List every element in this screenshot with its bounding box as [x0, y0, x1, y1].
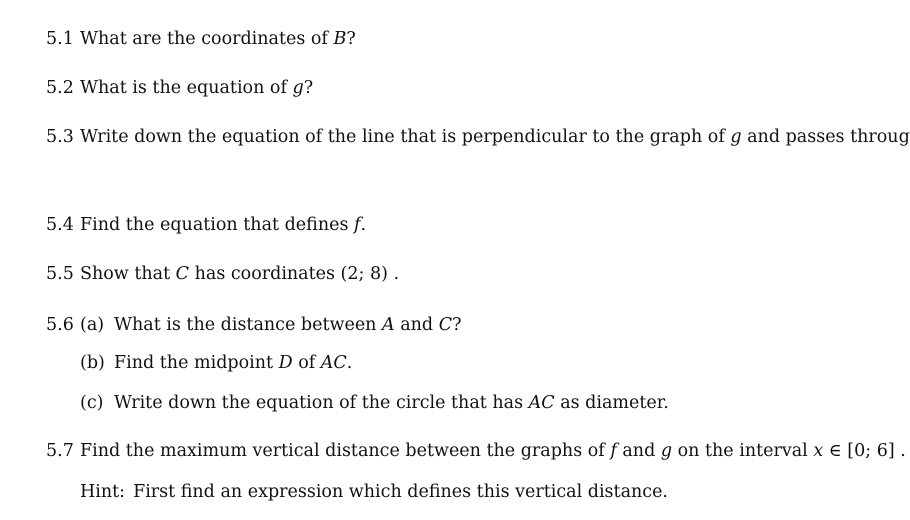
subpart-label: (c)	[80, 393, 104, 413]
hint-label: Hint:	[80, 482, 126, 502]
math-variable: x	[813, 441, 824, 461]
question-5-6-b	[80, 352, 352, 374]
math-variable: A	[382, 315, 395, 335]
question-number: 5.2	[46, 78, 74, 98]
math-variable: g	[730, 127, 742, 147]
question-5-2	[46, 77, 313, 99]
question-5-7-hint	[80, 481, 668, 503]
question-text: Find the equation that defines	[80, 215, 354, 235]
question-tail: ?	[452, 315, 462, 335]
question-number: 5.7	[46, 441, 74, 461]
question-5-6-a	[46, 314, 461, 336]
question-text: What is the equation of	[80, 78, 293, 98]
math-variable: f	[610, 441, 617, 461]
math-variable: D	[278, 353, 293, 373]
question-5-3	[46, 126, 910, 148]
question-text: Write down the equation of the circle that has	[114, 393, 529, 413]
question-text: What are the coordinates of	[80, 29, 334, 49]
question-text-mid: and	[394, 315, 439, 335]
question-text-continued: as diameter.	[554, 393, 669, 413]
question-text: Find the maximum vertical distance between the graphs of	[80, 441, 611, 461]
question-tail: .	[360, 215, 367, 235]
math-variable: AC	[528, 393, 555, 413]
question-number: 5.1	[46, 29, 74, 49]
math-variable: B	[333, 29, 347, 49]
question-text-continued: on the interval	[672, 441, 814, 461]
math-variable: g	[660, 441, 673, 461]
math-variable: AC	[320, 353, 347, 373]
hint-text: First find an expression which defines this vertical distance.	[133, 482, 668, 502]
question-tail: ?	[346, 29, 356, 49]
math-variable: C	[175, 264, 190, 284]
question-number: 5.5	[46, 264, 74, 284]
question-number: 5.6	[46, 315, 74, 335]
question-text: Find the midpoint	[114, 353, 279, 373]
math-variable: C	[438, 315, 453, 335]
interval-text: ∈ [0; 6] .	[823, 441, 906, 461]
question-5-4	[46, 214, 366, 236]
math-variable: g	[292, 78, 304, 98]
question-tail: .	[346, 353, 353, 373]
question-5-1	[46, 28, 356, 50]
subpart-label: (b)	[80, 353, 105, 373]
question-5-5	[46, 263, 399, 285]
math-variable: f	[354, 215, 361, 235]
question-text-continued: has coordinates (2; 8) .	[189, 264, 400, 284]
question-number: 5.3	[46, 127, 74, 147]
question-text: Write down the equation of the line that is perpendicular to the graph of	[80, 127, 731, 147]
question-text-mid: of	[292, 353, 321, 373]
question-text-continued: and passes throug	[741, 127, 910, 147]
question-number: 5.4	[46, 215, 74, 235]
question-tail: ?	[303, 78, 314, 98]
subpart-label: (a)	[80, 315, 105, 335]
question-text: Show that	[80, 264, 176, 284]
question-5-6-c	[80, 392, 669, 414]
question-5-7	[46, 440, 906, 462]
question-text-mid: and	[616, 441, 661, 461]
question-text: What is the distance between	[114, 315, 383, 335]
